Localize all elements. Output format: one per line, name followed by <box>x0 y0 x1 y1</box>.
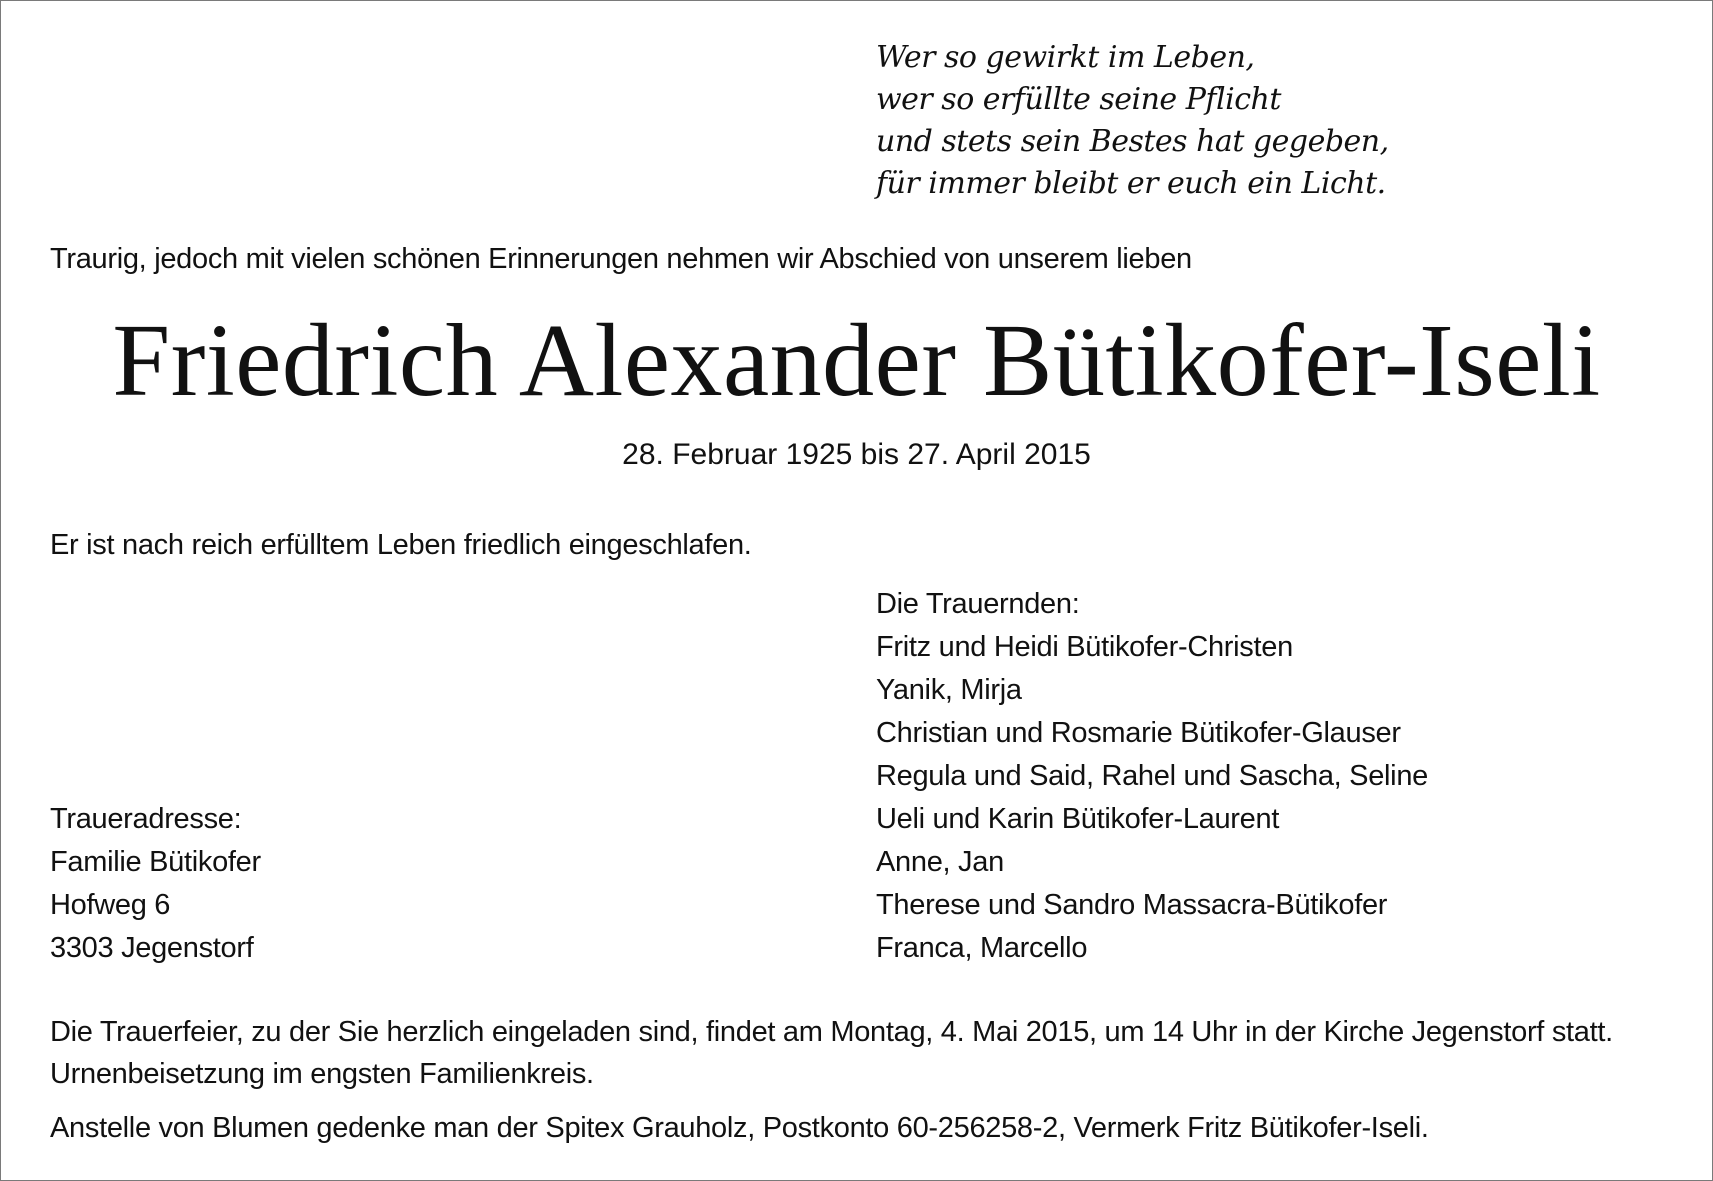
intro-text: Traurig, jedoch mit vielen schönen Erinnerungen nehmen wir Abschied von unserem lieben <box>50 243 1192 275</box>
mourner-line: Yanik, Mirja <box>876 674 1022 706</box>
mourners-heading: Die Trauernden: <box>876 588 1080 620</box>
life-dates: 28. Februar 1925 bis 27. April 2015 <box>622 438 1091 471</box>
donation-note: Anstelle von Blumen gedenke man der Spitex Grauholz, Postkonto 60-256258-2, Vermerk Fritz Bütikofer-Iseli. <box>50 1112 1429 1144</box>
mourner-line: Christian und Rosmarie Bütikofer-Glauser <box>876 717 1401 749</box>
address-heading: Traueradresse: <box>50 803 242 835</box>
address-line: 3303 Jegenstorf <box>50 932 254 964</box>
address-line: Familie Bütikofer <box>50 846 261 878</box>
mourner-line: Franca, Marcello <box>876 932 1088 964</box>
mourners-list <box>876 583 1428 970</box>
address-line: Hofweg 6 <box>50 889 171 921</box>
verse-line: wer so erfüllte seine Pflicht <box>876 82 1281 117</box>
mourner-line: Therese und Sandro Massacra-Bütikofer <box>876 889 1388 921</box>
deceased-name: Friedrich Alexander Bütikofer-Iseli <box>112 303 1601 418</box>
verse-line: für immer bleibt er euch ein Licht. <box>876 166 1386 201</box>
verse-line: und stets sein Bestes hat gegeben, <box>876 124 1389 159</box>
mourning-address <box>50 798 261 970</box>
mourner-line: Regula und Said, Rahel und Sascha, Seline <box>876 760 1428 792</box>
verse-line: Wer so gewirkt im Leben, <box>876 40 1255 75</box>
mourner-line: Ueli und Karin Bütikofer-Laurent <box>876 803 1280 835</box>
mourner-line: Anne, Jan <box>876 846 1004 878</box>
mourner-line: Fritz und Heidi Bütikofer-Christen <box>876 631 1293 663</box>
funeral-service-info: Die Trauerfeier, zu der Sie herzlich eingeladen sind, findet am Montag, 4. Mai 2015, um 14 Uhr in der Kirche Jegenstorf statt. Urnenbeisetzung im engsten Familienkreis. <box>50 1016 1613 1090</box>
passing-statement: Er ist nach reich erfülltem Leben friedlich eingeschlafen. <box>50 529 752 561</box>
memorial-verse <box>876 37 1389 205</box>
